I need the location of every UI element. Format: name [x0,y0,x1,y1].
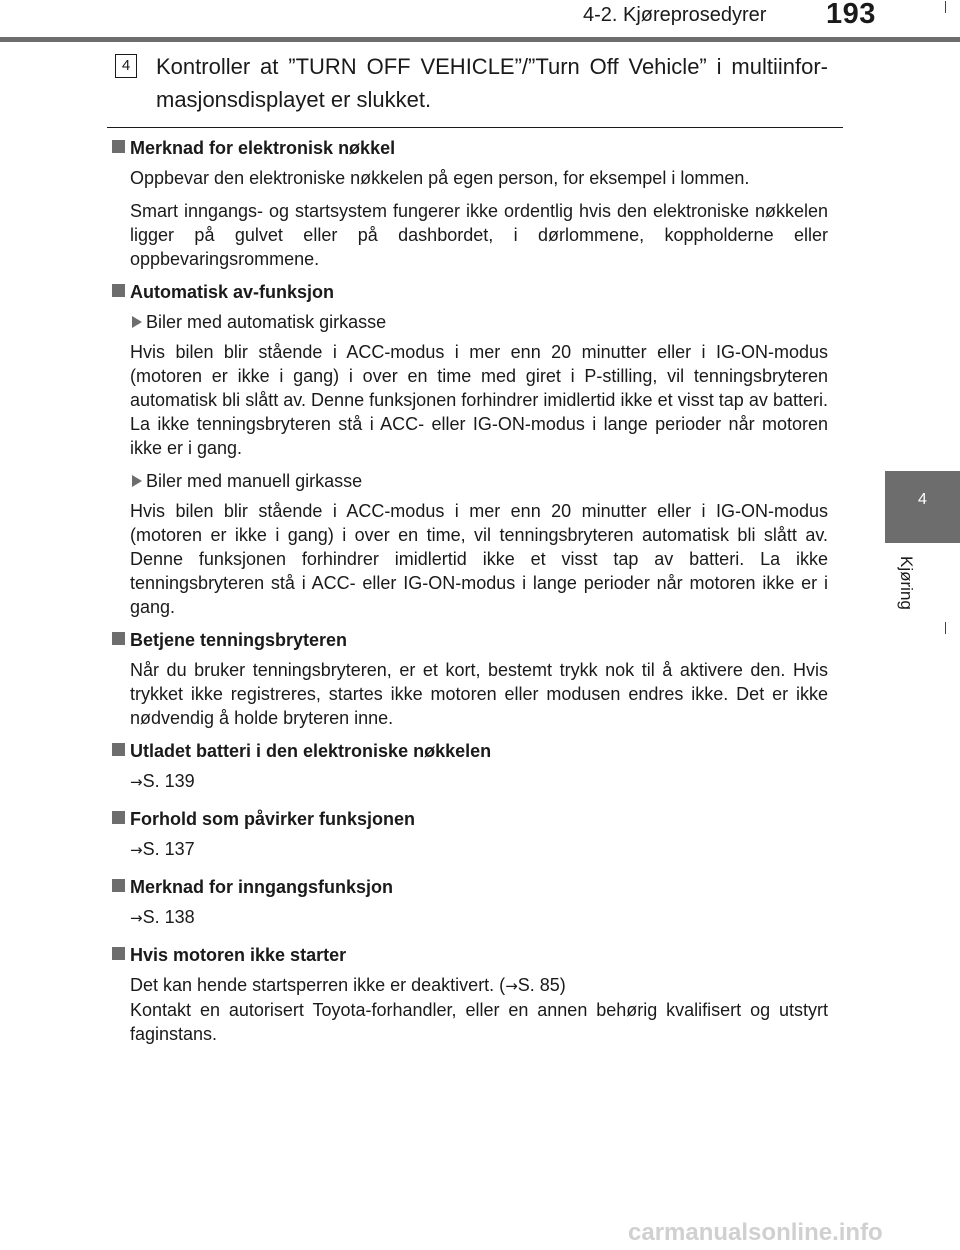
section-heading: Betjene tenningsbryteren [112,628,828,652]
side-tick-bottom [945,622,946,634]
chapter-number: 4 [918,491,927,508]
page-reference: →S. 137 [130,839,195,859]
side-tick-top [945,1,946,13]
section-heading: Merknad for inngangsfunksjon [112,875,828,899]
content [112,136,828,1055]
section-heading: Hvis motoren ikke starter [112,943,828,967]
step-text: Kontroller at ”TURN OFF VEHICLE”/”Turn Off Vehicle” i multiinformasjonsdisplayet er slukket. [156,54,828,112]
triangle-bullet-icon [132,475,142,487]
square-bullet-icon [112,743,125,756]
section-heading: Merknad for elektronisk nøkkel [112,136,828,160]
square-bullet-icon [112,879,125,892]
chapter-side-label [888,556,928,626]
section-heading: Automatisk av-funksjon [112,280,828,304]
paragraph: Kontakt en autorisert Toyota-forhandler, eller en annen behørig kvalifisert og utstyrt faginstans. [130,1000,828,1044]
square-bullet-icon [112,284,125,297]
section-heading: Utladet batteri i den elektroniske nøkkelen [112,739,828,763]
chapter-side-tab [885,471,960,543]
page-number: 193 [826,0,876,30]
step-row [115,50,828,116]
paragraph: Hvis bilen blir stående i ACC-modus i mer enn 20 minutter eller i IG-ON-modus (motoren er ikke i gang) i over en time, vil tenningsbryteren automatisk bli slått av. Denne funksjonen forhindrer imidlertid ikke et visst tap av batteri. La ikke tenningsbryteren stå i ACC- eller IG-ON-modus i lange perioder når motoren ikke er i gang. [130,501,828,617]
paragraph: Smart inngangs- og startsystem fungerer ikke ordentlig hvis den elektroniske nøkkelen ligger på gulvet eller på dashbordet, i dørlommene, koppholderne eller oppbevaringsrommene. [130,201,828,269]
sub-heading: Biler med manuell girkasse [132,469,828,493]
chapter-label-text: Kjøring [897,556,916,610]
section-heading: Forhold som påvirker funksjonen [112,807,828,831]
page-reference: →S. 139 [130,771,195,791]
arrow-right-icon: → [130,773,143,791]
triangle-bullet-icon [132,316,142,328]
square-bullet-icon [112,632,125,645]
paragraph: Det kan hende startsperren ikke er deaktivert. (→S. 85) [130,975,566,995]
arrow-right-icon: → [505,977,518,995]
watermark: carmanualsonline.info [628,1219,883,1246]
paragraph: Oppbevar den elektroniske nøkkelen på egen person, for eksempel i lommen. [130,168,750,188]
square-bullet-icon [112,811,125,824]
sub-heading: Biler med automatisk girkasse [132,310,828,334]
header-rule [0,37,960,42]
running-header-title: 4-2. Kjøreprosedyrer [583,4,767,26]
square-bullet-icon [112,140,125,153]
step-number-box: 4 [115,54,137,78]
paragraph: Når du bruker tenningsbryteren, er et kort, bestemt trykk nok til å aktivere den. Hvis trykket ikke registreres, startes ikke motoren eller modusen endres ikke. Det er ikke nødvendig å holde bryteren inne. [130,660,828,728]
section-rule [107,127,843,128]
arrow-right-icon: → [130,909,143,927]
square-bullet-icon [112,947,125,960]
arrow-right-icon: → [130,841,143,859]
page-reference: →S. 138 [130,907,195,927]
paragraph: Hvis bilen blir stående i ACC-modus i mer enn 20 minutter eller i IG-ON-modus (motoren er ikke i gang) i over en time med giret i P-stilling, vil tenningsbryteren automatisk bli slått av. Denne funksjonen forhindrer imidlertid ikke et visst tap av batteri. La ikke tenningsbryteren stå i ACC- eller IG-ON-modus i lange perioder når motoren ikke er i gang. [130,342,828,458]
